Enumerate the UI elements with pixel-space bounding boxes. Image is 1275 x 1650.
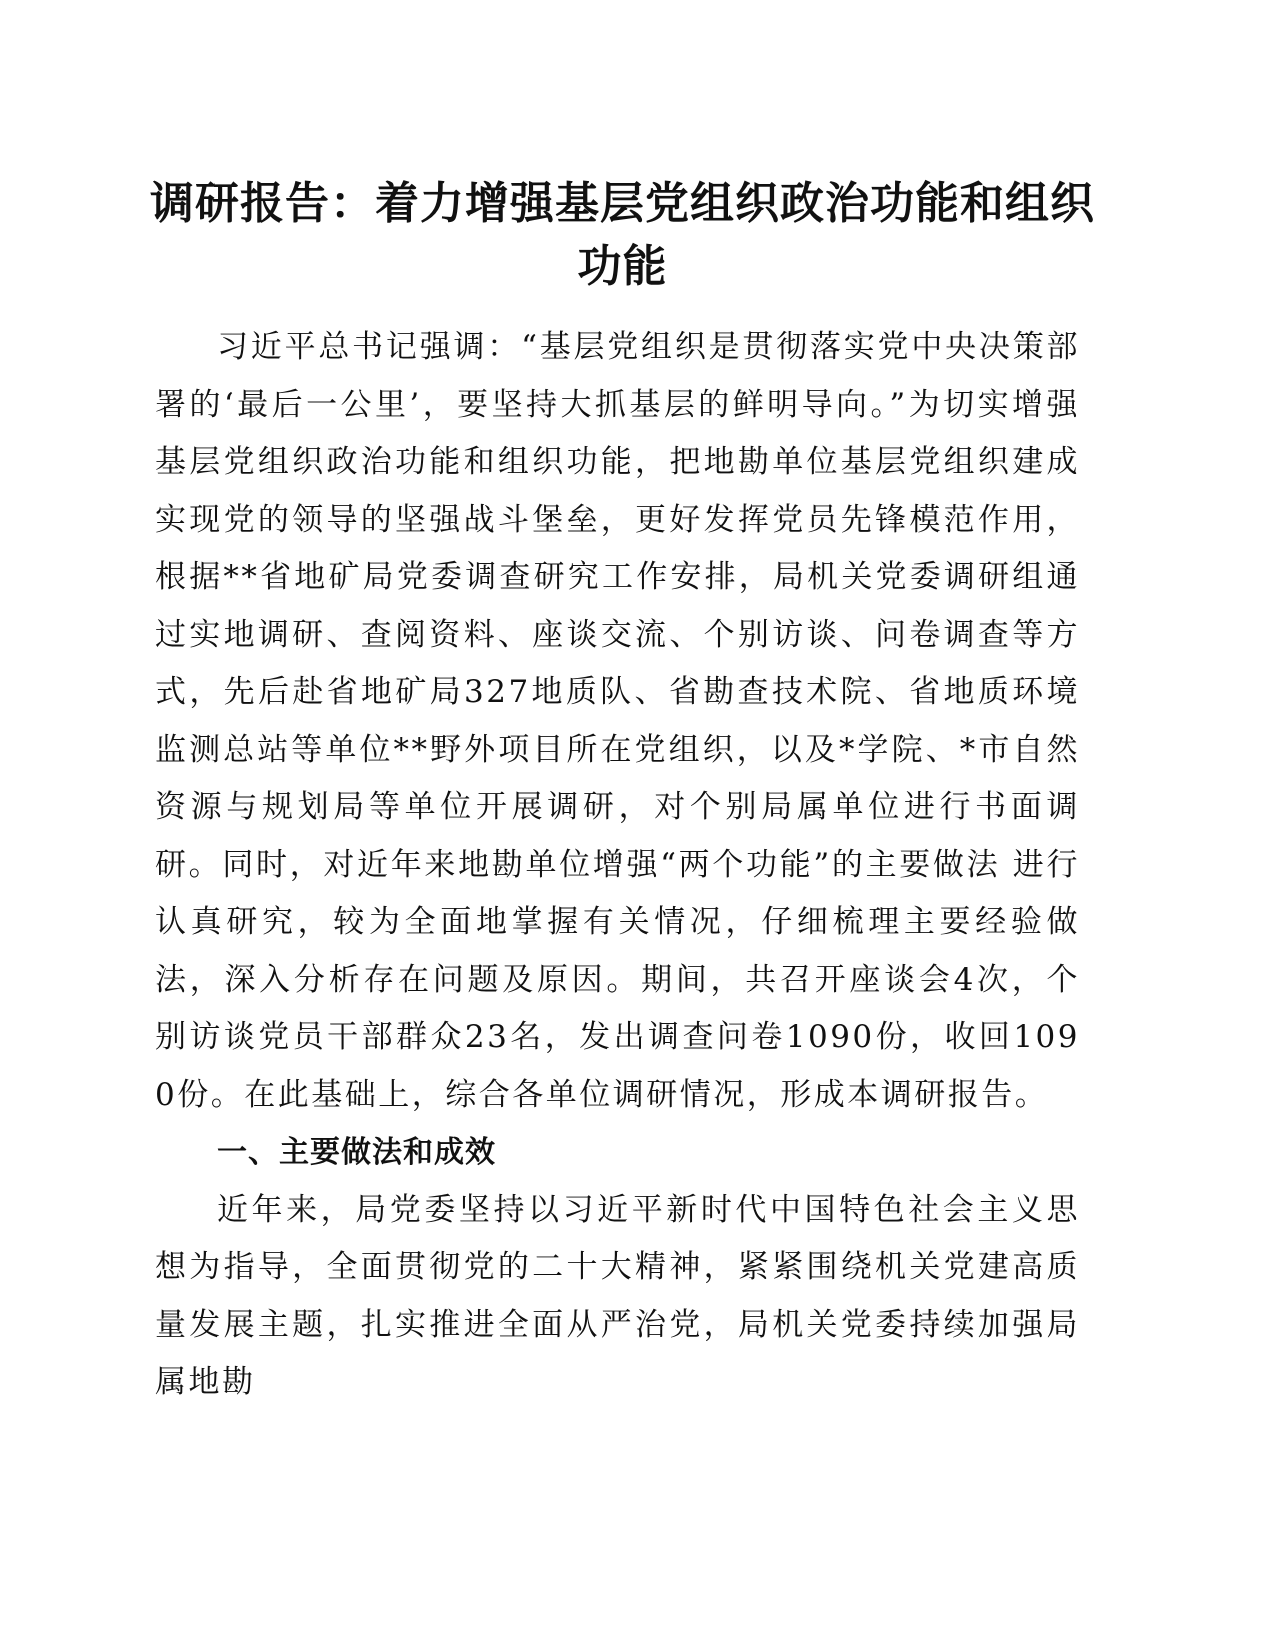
document-body: [155, 319, 1080, 1412]
document-title: 调研报告：着力增强基层党组织政治功能和组织功能: [150, 178, 1095, 292]
intro-paragraph: 习近平总书记强调：“基层党组织是贯彻落实党中央决策部署的‘最后一公里’，要坚持大抓基层的鲜明导向。”为切实增强基层党组织政治功能和组织功能，把地勘单位基层党组织建成实现党的领导的坚强战斗堡垒，更好发挥党员先锋模范作用，根据**省地矿局党委调查研究工作安排，局机关党委调研组通过实地调研、查阅资料、座谈交流、个别访谈、问卷调查等方式，先后赴省地矿局327地质队、省勘查技术院、省地质环境监测总站等单位**野外项目所在党组织，以及*学院、*市自然资源与规划局等单位开展调研，对个别局属单位进行书面调研。同时，对近年来地勘单位增强“两个功能”的主要做法 进行认真研究，较为全面地掌握有关情况，仔细梳理主要经验做法，深入分析存在问题及原因。期间，共召开座谈会4次，个别访谈党员干部群众23名，发出调查问卷1090份，收回1090份。在此基础上，综合各单位调研情况，形成本调研报告。: [155, 329, 1080, 1113]
section-paragraph: 近年来，局党委坚持以习近平新时代中国特色社会主义思想为指导，全面贯彻党的二十大精神，紧紧围绕机关党建高质量发展主题，扎实推进全面从严治党，局机关党委持续加强局属地勘: [155, 1191, 1080, 1400]
section-heading: 一、主要做法和成效: [217, 1135, 496, 1170]
